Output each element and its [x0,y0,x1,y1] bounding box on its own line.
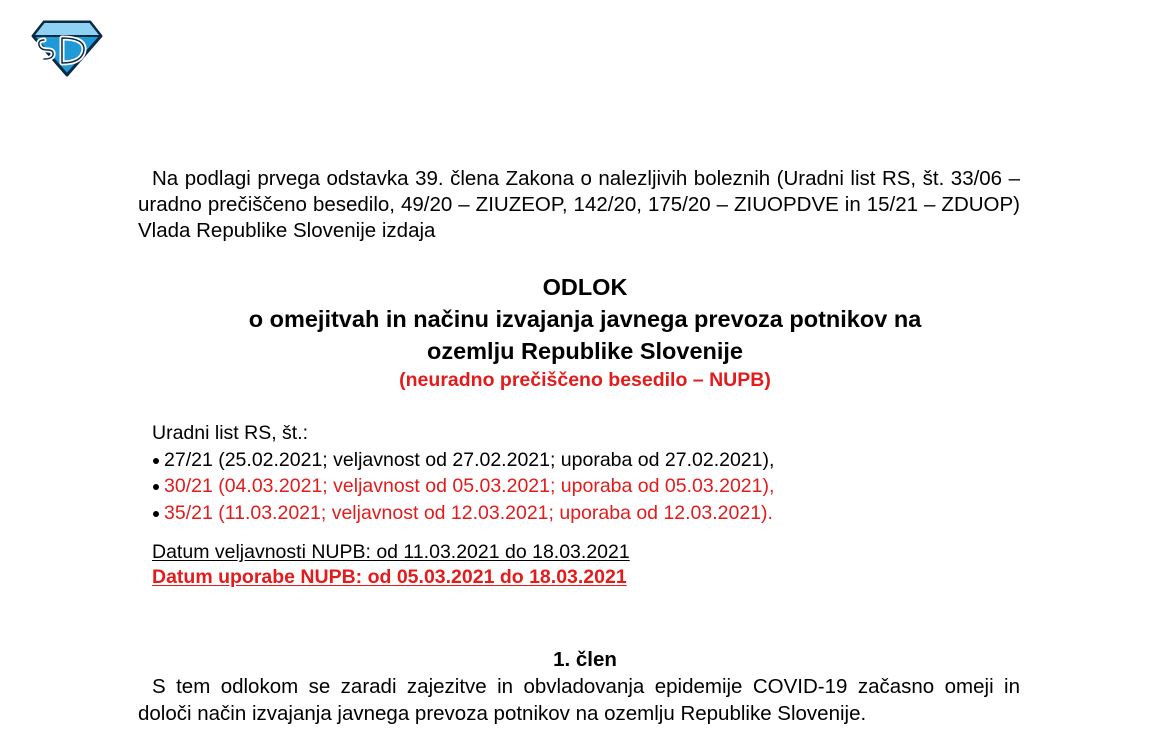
nupb-label: (neuradno prečiščeno besedilo – NUPB) [399,369,771,391]
list-item [152,473,1012,500]
decree-title-block [138,272,1032,393]
bullet-icon [153,458,159,464]
sd-shield-logo-icon [30,18,104,78]
gazette-list [152,447,1012,527]
bullet-icon [153,484,159,490]
gazette-sources [152,420,1012,526]
sd-logo [30,18,104,78]
application-date: Datum uporabe NUPB: od 05.03.2021 do 18.03.2021 [152,566,627,588]
legal-basis-paragraph: Na podlagi prvega odstavka 39. člena Zakona o nalezljivih boleznih (Uradni list RS, št. 33/06 – uradno prečiščeno besedilo, 49/20 – ZIUZEOP, 142/20, 175/20 – ZIUOPDVE in 15/21 – ZDUOP) Vlada Republike Slovenije izdaja [138,167,1020,242]
gazette-label: Uradni list RS, št.: [152,422,309,444]
nupb-dates [152,540,1012,590]
list-item [152,500,1012,527]
validity-date: Datum veljavnosti NUPB: od 11.03.2021 do 18.03.2021 [152,541,630,563]
article-1-text: S tem odlokom se zaradi zajezitve in obvladovanja epidemije COVID-19 začasno omeji in določi način izvajanja javnega prevoza potnikov na ozemlju Republike Slovenije. [138,675,1020,725]
decree-subtitle-line-1: o omejitvah in načinu izvajanja javnega prevoza potnikov na [248,306,922,332]
decree-subtitle-line-2: ozemlju Republike Slovenije [426,338,744,364]
list-item [152,447,1012,474]
gazette-entry: 30/21 (04.03.2021; veljavnost od 05.03.2021; uporaba od 05.03.2021), [164,475,775,497]
gazette-entry: 27/21 (25.02.2021; veljavnost od 27.02.2021; uporaba od 27.02.2021), [164,448,775,471]
article-1-title: 1. člen [553,648,617,671]
gazette-entry: 35/21 (11.03.2021; veljavnost od 12.03.2021; uporaba od 12.03.2021). [164,501,773,524]
bullet-icon [153,511,159,517]
decree-title: ODLOK [542,274,628,300]
